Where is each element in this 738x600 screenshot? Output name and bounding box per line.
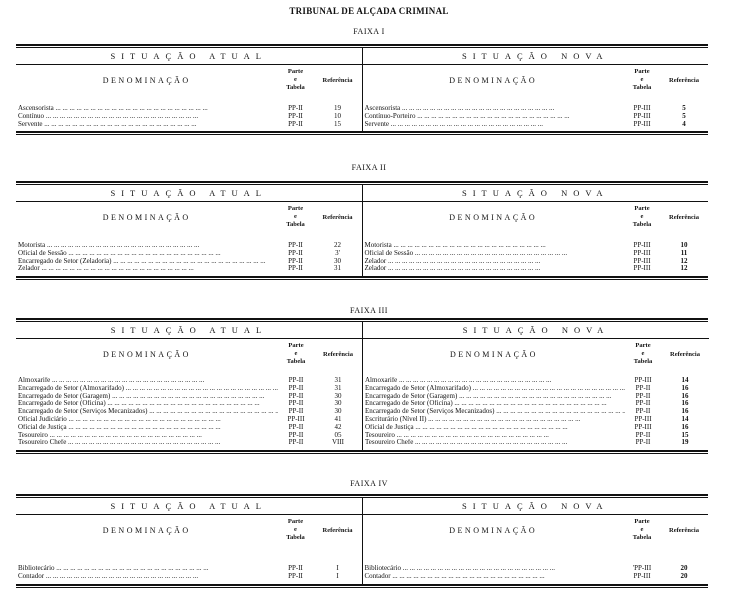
- denominacao-heading: DENOMINAÇÃO: [102, 212, 191, 222]
- table-row: Encarregado de Setor (Almoxarifado) ... . PP-II 31: [16, 385, 362, 393]
- table-row: Encarregado de Setor (Serviços Mecanizados) ... . PP-II 16: [363, 408, 709, 416]
- table-row: Contador ... . PP-II I: [16, 573, 362, 581]
- faixa-label: FAIXA II: [351, 163, 387, 172]
- referencia-heading: Referência: [669, 526, 699, 534]
- parte-tabela-heading: Parte e Tabela: [286, 518, 305, 541]
- parte-tabela-heading: Parte e Tabela: [286, 68, 305, 91]
- situacao-nova-heading: SITUAÇÃO NOVA: [461, 188, 609, 198]
- table-row: Tesoureiro ... . PP-II 15: [363, 432, 709, 440]
- table-row: Zelador ... . PP-III 12: [363, 258, 709, 266]
- denominacao-heading: DENOMINAÇÃO: [449, 525, 538, 535]
- table-row: Oficial de Sessão ... . PP-II 3': [16, 250, 362, 258]
- faixa-label: FAIXA III: [350, 306, 388, 315]
- denominacao-heading: DENOMINAÇÃO: [449, 212, 538, 222]
- double-rule: [16, 131, 708, 135]
- denominacao-heading: DENOMINAÇÃO: [102, 75, 191, 85]
- table-row: Tesoureiro Chefe ... . PP-II VIII: [16, 439, 362, 447]
- situacao-atual-heading: SITUAÇÃO ATUAL: [110, 501, 267, 511]
- table-row: Ascensorista ... . PP-II 19: [16, 105, 362, 113]
- table-row: Encarregado de Setor (Oficina) ... . PP-II 16: [363, 400, 709, 408]
- table-row: Contínuo-Porteiro ... . PP-III 5: [363, 113, 709, 121]
- table-row: Encarregado de Setor (Oficina) ... . PP-II 30: [16, 400, 362, 408]
- referencia-heading: Referência: [323, 350, 353, 358]
- parte-tabela-heading: Parte e Tabela: [633, 342, 653, 365]
- situacao-atual-heading: SITUAÇÃO ATUAL: [110, 325, 268, 335]
- referencia-heading: Referência: [322, 526, 353, 534]
- parte-tabela-heading: Parte e Tabela: [632, 518, 652, 541]
- double-rule: [16, 584, 708, 588]
- situacao-nova-heading: SITUAÇÃO NOVA: [461, 501, 609, 511]
- parte-tabela-heading: Parte e Tabela: [632, 205, 652, 228]
- table-row: Oficial de Sessão ... . PP-III 11: [363, 250, 709, 258]
- referencia-heading: Referência: [669, 213, 699, 221]
- table-row: Encarregado de Setor (Serviços Mecanizados) ... . PP-II 30: [16, 408, 362, 416]
- faixa-label: FAIXA I: [353, 27, 385, 36]
- denominacao-heading: DENOMINAÇÃO: [103, 349, 191, 359]
- parte-tabela-heading: Parte e Tabela: [286, 342, 306, 365]
- situacao-atual-heading: SITUAÇÃO ATUAL: [110, 188, 267, 198]
- table-row: Zelador ... . PP-II 31: [16, 265, 362, 273]
- table-row: Encarregado de Setor (Garagem) ... . PP-II 16: [363, 393, 709, 401]
- referencia-heading: Referência: [322, 213, 353, 221]
- table-row: Motorista ... . PP-III 10: [363, 242, 709, 250]
- table-row: Encarregado de Setor (Garagem) ... . PP-II 30: [16, 393, 362, 401]
- table-row: Ascensorista ... . PP-III 5: [363, 105, 709, 113]
- table-row: Almoxarife ... . PP-III 14: [363, 377, 709, 385]
- table-row: Servente ... . PP-III 4: [363, 121, 709, 129]
- faixa-table: [16, 181, 708, 280]
- table-row: Almoxarife ... . PP-II 31: [16, 377, 362, 385]
- faixa-table: [16, 44, 708, 135]
- faixa-table: [16, 494, 708, 588]
- table-row: Encarregado de Setor (Almoxarifado) ... . PP-II 16: [363, 385, 709, 393]
- table-row: Bibliotecário ... . PP-II I: [16, 565, 362, 573]
- faixa-label: FAIXA IV: [350, 479, 388, 488]
- faixa-table: [16, 318, 708, 454]
- table-row: Servente ... . PP-II 15: [16, 121, 362, 129]
- denominacao-heading: DENOMINAÇÃO: [449, 75, 538, 85]
- table-row: Oficial de Justiça ... . PP-III 16: [363, 424, 709, 432]
- double-rule: [16, 450, 708, 454]
- denominacao-heading: DENOMINAÇÃO: [102, 525, 191, 535]
- table-row: Bibliotecário ... . 'PP-III 20: [363, 565, 709, 573]
- table-row: Zelador ... . PP-III 12: [363, 265, 709, 273]
- table-row: Escriturário (Nível II) ... . PP-III 14: [363, 416, 709, 424]
- table-row: Contador ... . PP-III 20: [363, 573, 709, 581]
- table-row: Oficial Judiciário ... . PP-III 41: [16, 416, 362, 424]
- situacao-nova-heading: SITUAÇÃO NOVA: [461, 51, 609, 61]
- referencia-heading: Referência: [322, 76, 353, 84]
- table-row: Contínuo ... . PP-II 10: [16, 113, 362, 121]
- parte-tabela-heading: Parte e Tabela: [632, 68, 652, 91]
- table-row: Tesoureiro Chefe ... . PP-II 19: [363, 439, 709, 447]
- table-row: Encarregado de Setor (Zeladoria) ... . PP-II 30: [16, 258, 362, 266]
- table-row: Oficial de Justiça ... . PP-II 42: [16, 424, 362, 432]
- double-rule: [16, 276, 708, 280]
- parte-tabela-heading: Parte e Tabela: [286, 205, 305, 228]
- referencia-heading: Referência: [669, 76, 699, 84]
- table-row: Tesoureiro ... . PP-II 05: [16, 432, 362, 440]
- situacao-atual-heading: SITUAÇÃO ATUAL: [110, 51, 267, 61]
- page-title: TRIBUNAL DE ALÇADA CRIMINAL: [289, 6, 449, 16]
- table-row: Motorista ... . PP-II 22: [16, 242, 362, 250]
- denominacao-heading: DENOMINAÇÃO: [450, 349, 538, 359]
- situacao-nova-heading: SITUAÇÃO NOVA: [462, 325, 610, 335]
- referencia-heading: Referência: [670, 350, 700, 358]
